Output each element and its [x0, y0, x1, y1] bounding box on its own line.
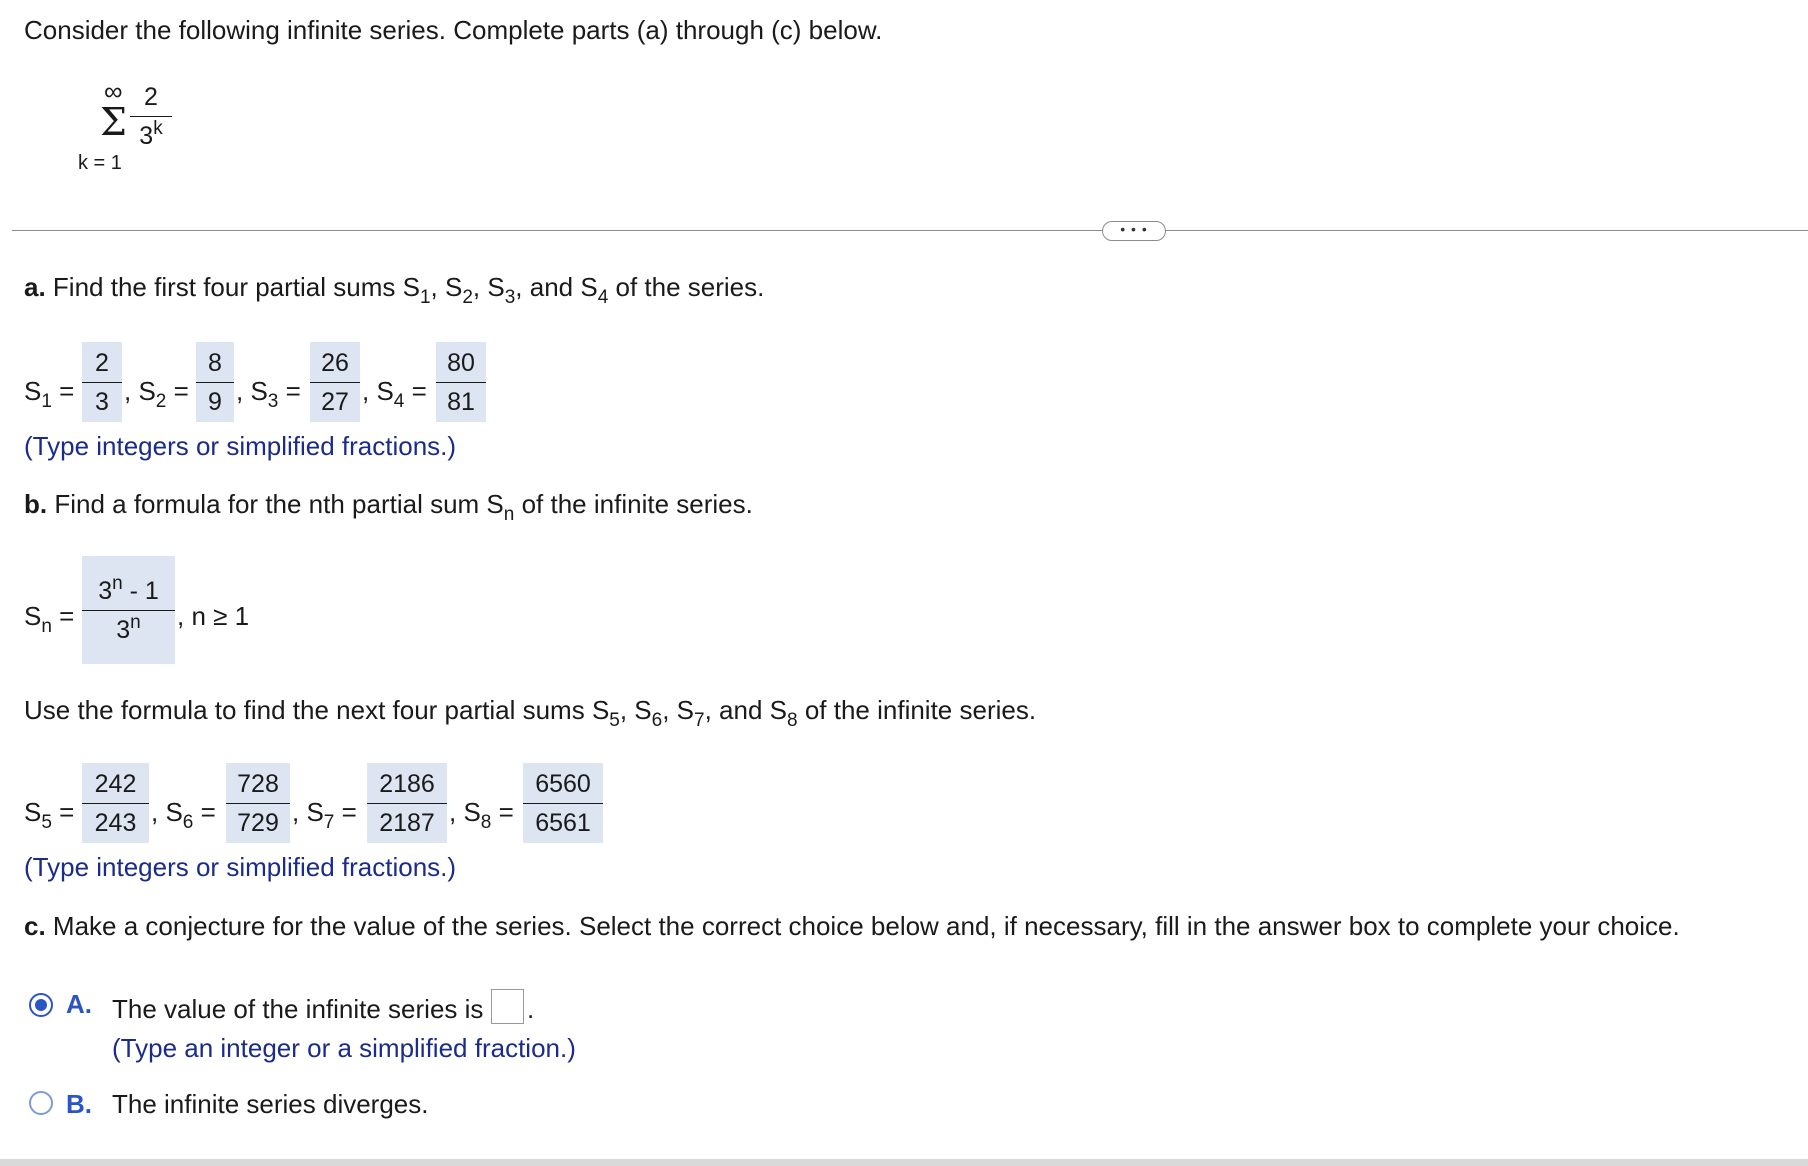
question-intro: Consider the following infinite series. Complete parts (a) through (c) below. [24, 15, 883, 45]
sn-condition: , n ≥ 1 [177, 601, 250, 631]
sn-label: $S_n$ = [24, 601, 75, 637]
choice-b-letter: B. [66, 1089, 92, 1119]
choice-a-text: The value of the infinite series is [112, 994, 484, 1024]
s5-answer[interactable]: 242 243 [82, 763, 149, 843]
sn-formula-answer[interactable]: 3$^n$ - 1 3$^n$ [82, 556, 175, 664]
series-term [130, 82, 172, 151]
choice-a-letter: A. [66, 989, 92, 1019]
section-divider [12, 230, 1808, 231]
choice-b-text[interactable]: The infinite series diverges. [112, 1089, 429, 1119]
sum-upper-limit: ∞ [104, 76, 123, 106]
s6-label: , $S_6$ = [151, 797, 216, 833]
choice-b-radio[interactable] [29, 1091, 53, 1115]
s6-answer[interactable]: 728 729 [226, 763, 290, 843]
s7-label: , $S_7$ = [292, 797, 357, 833]
choice-a-hint: (Type an integer or a simplified fraction.) [112, 1033, 576, 1063]
bottom-scroll-bar [0, 1159, 1808, 1166]
s1-label: $S_1$ = [24, 376, 75, 412]
s2-label: , $S_2$ = [124, 376, 189, 412]
choice-a-radio[interactable] [29, 993, 53, 1017]
s4-label: , $S_4$ = [362, 376, 427, 412]
more-options-button[interactable]: • • • [1102, 221, 1166, 241]
series-term-denominator: 3$^k$ [139, 118, 163, 150]
s3-answer[interactable]: 26 27 [310, 342, 360, 422]
part-c-prompt: c. Make a conjecture for the value of the series. Select the correct choice below and, if necessary, fill in the answer box to complete your choice. [24, 911, 1680, 941]
use-formula-prompt: Use the formula to find the next four partial sums $S_5$, $S_6$, $S_7$, and $S_8$ of the infinite series. [24, 695, 1037, 731]
part-b-prompt: b. Find a formula for the nth partial sum $S_n$ of the infinite series. [24, 489, 753, 525]
s1-answer[interactable]: 2 3 [82, 342, 122, 422]
sum-lower-limit: k = 1 [78, 152, 122, 174]
s8-label: , $S_8$ = [449, 797, 514, 833]
s3-label: , $S_3$ = [236, 376, 301, 412]
fraction-bar [130, 116, 172, 117]
series-term-numerator: 2 [144, 83, 158, 111]
part-a-hint: (Type integers or simplified fractions.) [24, 431, 457, 461]
series-value-input[interactable] [491, 989, 524, 1024]
part-a-prompt: a. Find the first four partial sums $S_1$, $S_2$, $S_3$, and $S_4$ of the series. [24, 272, 765, 308]
part-use-hint: (Type integers or simplified fractions.) [24, 852, 457, 882]
s4-answer[interactable]: 80 81 [436, 342, 486, 422]
s2-answer[interactable]: 8 9 [196, 342, 234, 422]
s7-answer[interactable]: 2186 2187 [367, 763, 447, 843]
s5-label: $S_5$ = [24, 797, 75, 833]
s8-answer[interactable]: 6560 6561 [523, 763, 603, 843]
choice-a-period: . [527, 994, 535, 1024]
series-expression [68, 70, 178, 180]
sigma-symbol: Σ [100, 100, 127, 144]
